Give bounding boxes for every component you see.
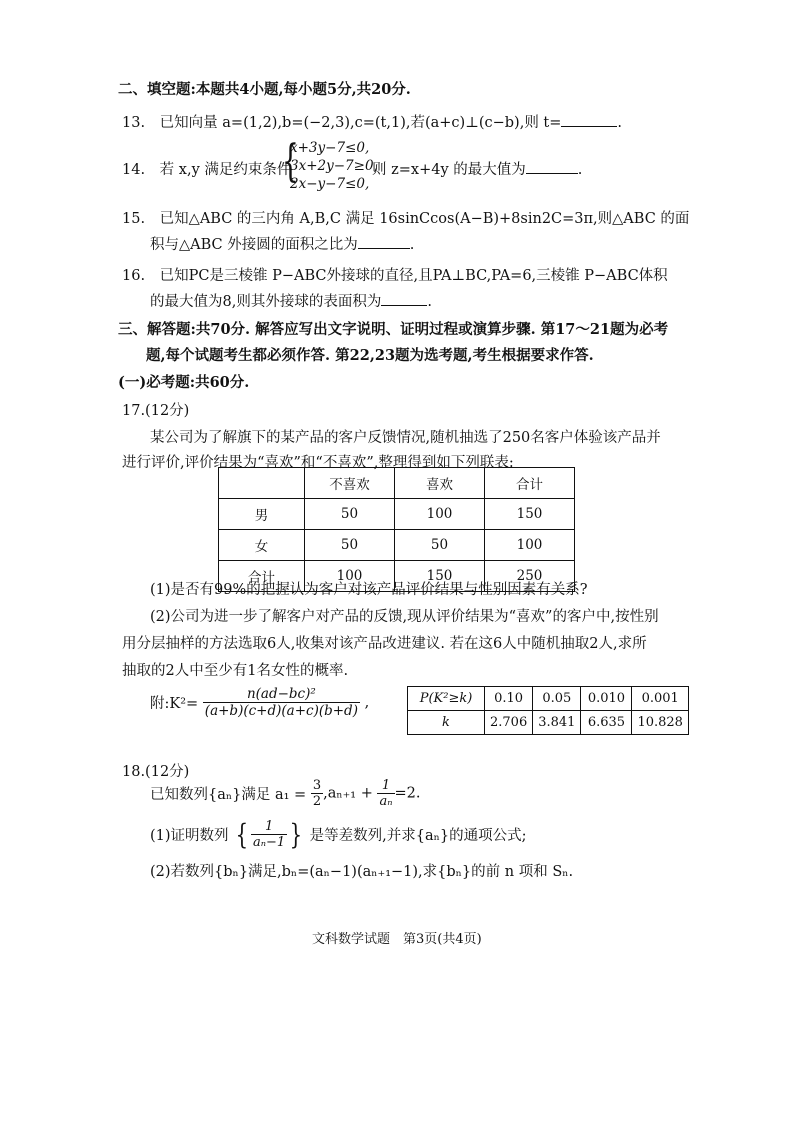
fraction-numerator: 1: [251, 819, 287, 835]
constraint-3: 2x−y−7≤0,: [290, 176, 370, 192]
question-18-part-1: [150, 818, 526, 851]
fraction-denominator: aₙ−1: [252, 835, 286, 850]
section-3-header-line-2: 题,每个试题考生都必须作答. 第22,23题为选考题,考生根据要求作答.: [146, 347, 594, 364]
question-end: .: [577, 162, 583, 178]
table-cell: 合计: [485, 468, 575, 499]
fraction-denominator: (a+b)(c+d)(a+c)(b+d): [204, 703, 358, 719]
question-15: [122, 207, 689, 228]
table-cell: 不喜欢: [305, 468, 395, 499]
table-cell: 0.001: [632, 687, 689, 711]
question-text: ,aₙ₊₁ +: [323, 785, 373, 802]
constraint-1: x+3y−7≤0,: [290, 140, 370, 156]
section-2-header: 二、填空题:本题共4小题,每小题5分,共20分.: [118, 81, 411, 98]
answer-blank: [381, 305, 427, 306]
table-cell: 喜欢: [395, 468, 485, 499]
question-number: 16.: [122, 268, 146, 284]
question-end: .: [427, 294, 432, 310]
question-number: 15.: [122, 211, 146, 227]
table-cell: 0.10: [485, 687, 533, 711]
table-cell: 合计: [219, 561, 305, 592]
table-cell: 50: [305, 530, 395, 561]
question-end: .: [617, 115, 623, 131]
question-text: =2.: [394, 785, 421, 802]
table-row: [219, 530, 575, 561]
question-16-line-2: [150, 290, 432, 311]
a1-fraction: [311, 778, 323, 809]
question-text: 已知向量 a=(1,2),b=(−2,3),c=(t,1),若(a+c)⊥(c−b),则 t=: [159, 115, 562, 131]
fraction-numerator: n(ad−bc)²: [203, 686, 360, 703]
question-13: [122, 111, 622, 132]
formula-end: ,: [364, 694, 370, 711]
question-17-part-2-line-3: 抽取的2人中至少有1名女性的概率.: [122, 663, 349, 679]
question-text: 则 z=x+4y 的最大值为: [372, 162, 526, 178]
question-16: [122, 264, 668, 285]
page-footer: 文科数学试题 第3页(共4页): [312, 932, 482, 947]
table-cell: 0.010: [581, 687, 632, 711]
question-17-part-1: (1)是否有99%的把握认为客户对该产品评价结果与性别因素有关系?: [150, 582, 588, 598]
fraction-numerator: 3: [312, 778, 322, 793]
appendix-label: 附:K²=: [150, 696, 199, 712]
table-cell: 10.828: [632, 711, 689, 735]
section-3-header: 三、解答题:共70分. 解答应写出文字说明、证明过程或演算步骤. 第17～21题为必考: [118, 321, 669, 338]
table-cell: 0.05: [533, 687, 581, 711]
sequence-fraction: [251, 819, 287, 850]
contingency-table: [218, 467, 575, 592]
table-cell: 150: [395, 561, 485, 592]
table-row: [408, 687, 689, 711]
question-17-number: 17.(12分): [122, 403, 190, 419]
question-17-intro-2: 进行评价,评价结果为“喜欢”和“不喜欢”,整理得到如下列联表:: [122, 455, 514, 471]
critical-value-table: [407, 686, 689, 735]
section-3-sub: (一)必考题:共60分.: [118, 374, 250, 391]
table-row: [408, 711, 689, 735]
table-cell: 150: [485, 499, 575, 530]
table-cell: k: [408, 711, 485, 735]
question-text: 积与△ABC 外接圆的面积之比为: [150, 237, 358, 253]
table-cell: 男: [219, 499, 305, 530]
table-cell: P(K²≥k): [408, 687, 485, 711]
reciprocal-fraction: [377, 778, 394, 809]
question-text: 是等差数列,并求{aₙ}的通项公式;: [309, 828, 527, 844]
question-text: 若 x,y 满足约束条件: [159, 162, 292, 178]
constraint-2: 3x+2y−7≥0,: [290, 158, 378, 174]
question-14: [122, 158, 291, 179]
constraint-brace-icon: {: [282, 136, 299, 187]
question-text: 已知数列{aₙ}满足 a₁ =: [150, 787, 307, 803]
question-18-number: 18.(12分): [122, 764, 190, 780]
question-17-part-2: (2)公司为进一步了解客户对产品的反馈,现从评价结果为“喜欢”的客户中,按性别: [150, 609, 659, 625]
table-cell: 100: [485, 530, 575, 561]
table-cell: 2.706: [485, 711, 533, 735]
table-cell: 女: [219, 530, 305, 561]
answer-blank: [358, 248, 410, 249]
table-cell: 100: [305, 561, 395, 592]
fraction-numerator: 1: [377, 778, 394, 794]
question-text: (1)证明数列: [150, 828, 229, 844]
question-14-tail: [372, 158, 582, 179]
k-squared-fraction: [203, 686, 360, 719]
question-18-intro: [150, 778, 420, 809]
question-number: 14.: [122, 162, 146, 178]
fraction-denominator: 2: [312, 794, 322, 809]
table-cell: 50: [305, 499, 395, 530]
table-cell: 6.635: [581, 711, 632, 735]
appendix-formula: [150, 686, 369, 719]
table-cell: 50: [395, 530, 485, 561]
question-text: 已知PC是三棱锥 P−ABC外接球的直径,且PA⊥BC,PA=6,三棱锥 P−ABC体积: [159, 268, 668, 284]
answer-blank: [561, 126, 617, 127]
question-18-part-2: (2)若数列{bₙ}满足,bₙ=(aₙ−1)(aₙ₊₁−1),求{bₙ}的前 n 项和 Sₙ.: [150, 864, 574, 880]
question-17-intro: 某公司为了解旗下的某产品的客户反馈情况,随机抽选了250名客户体验该产品并: [150, 430, 661, 446]
table-cell: 100: [395, 499, 485, 530]
left-brace-icon: {: [235, 818, 249, 851]
question-text: 的最大值为8,则其外接球的表面积为: [150, 294, 382, 310]
right-brace-icon: }: [289, 818, 303, 851]
question-17-part-2-line-2: 用分层抽样的方法选取6人,收集对该产品改进建议. 若在这6人中随机抽取2人,求所: [122, 636, 647, 652]
fraction-denominator: aₙ: [379, 794, 393, 809]
table-cell: [219, 468, 305, 499]
question-15-line-2: [150, 233, 414, 254]
table-cell: 250: [485, 561, 575, 592]
table-cell: 3.841: [533, 711, 581, 735]
question-text: 已知△ABC 的三内角 A,B,C 满足 16sinCcos(A−B)+8sin2C=3π,则△ABC 的面: [159, 211, 690, 227]
table-header-row: [219, 468, 575, 499]
question-number: 13.: [122, 115, 146, 131]
question-end: .: [409, 237, 415, 253]
answer-blank: [526, 173, 578, 174]
table-row: [219, 499, 575, 530]
